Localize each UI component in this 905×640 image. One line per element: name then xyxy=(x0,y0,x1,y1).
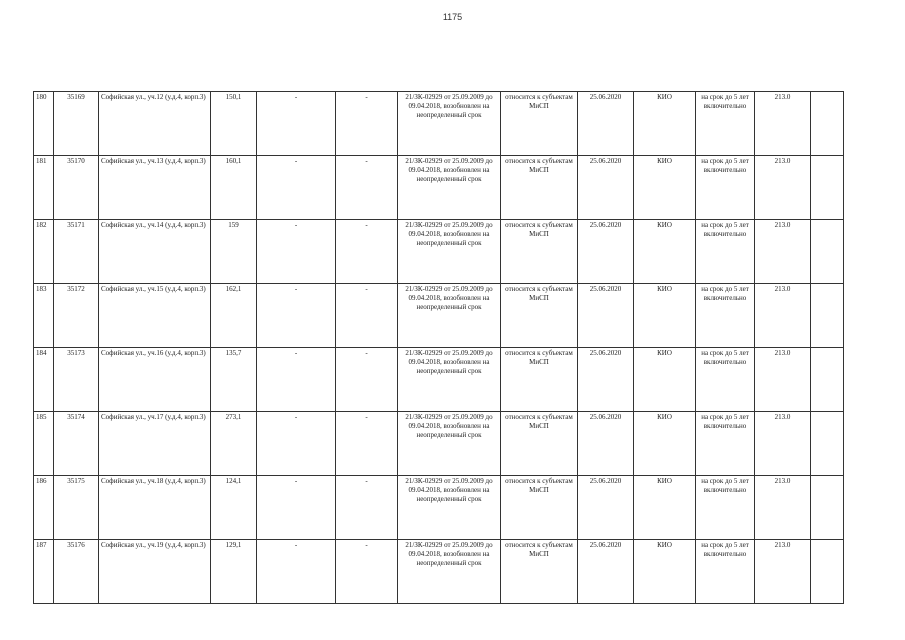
row-number-cell: 183 xyxy=(34,284,54,348)
term-cell: на срок до 5 лет включительно xyxy=(696,348,755,412)
empty-cell-cell xyxy=(811,412,844,476)
address-cell: Софийская ул., уч.15 (у.д.4, корп.3) xyxy=(99,284,211,348)
agreement-cell: 21/ЗК-02929 от 25.09.2009 до 09.04.2018, возобновлен на неопределенный срок xyxy=(398,412,501,476)
row-number-cell: 186 xyxy=(34,476,54,540)
agreement-cell: 21/ЗК-02929 от 25.09.2009 до 09.04.2018, возобновлен на неопределенный срок xyxy=(398,348,501,412)
address-cell: Софийская ул., уч.17 (у.д.4, корп.3) xyxy=(99,412,211,476)
code-cell: 213.0 xyxy=(755,348,811,412)
term-cell: на срок до 5 лет включительно xyxy=(696,476,755,540)
row-number-cell: 185 xyxy=(34,412,54,476)
empty-cell-cell xyxy=(811,540,844,604)
address-cell: Софийская ул., уч.16 (у.д.4, корп.3) xyxy=(99,348,211,412)
organization-cell: КИО xyxy=(634,220,696,284)
code-cell: 213.0 xyxy=(755,220,811,284)
area-cell: 135,7 xyxy=(211,348,257,412)
col-dash-cell: - xyxy=(336,156,398,220)
organization-cell: КИО xyxy=(634,92,696,156)
term-cell: на срок до 5 лет включительно xyxy=(696,220,755,284)
area-cell: 160,1 xyxy=(211,156,257,220)
agreement-cell: 21/ЗК-02929 от 25.09.2009 до 09.04.2018, возобновлен на неопределенный срок xyxy=(398,284,501,348)
table-row xyxy=(34,412,844,476)
empty-cell-cell xyxy=(811,476,844,540)
object-id-cell: 35172 xyxy=(54,284,99,348)
date-cell: 25.06.2020 xyxy=(578,540,634,604)
agreement-cell: 21/ЗК-02929 от 25.09.2009 до 09.04.2018, возобновлен на неопределенный срок xyxy=(398,540,501,604)
category-cell: относится к субъектам МиСП xyxy=(501,284,578,348)
category-cell: относится к субъектам МиСП xyxy=(501,540,578,604)
empty-cell-cell xyxy=(811,348,844,412)
category-cell: относится к субъектам МиСП xyxy=(501,92,578,156)
col-dash-cell: - xyxy=(336,92,398,156)
registry-table xyxy=(33,91,844,604)
col-dash-cell: - xyxy=(336,284,398,348)
organization-cell: КИО xyxy=(634,284,696,348)
table-row xyxy=(34,156,844,220)
col-dash-cell: - xyxy=(336,540,398,604)
address-cell: Софийская ул., уч.19 (у.д.4, корп.3) xyxy=(99,540,211,604)
table-row xyxy=(34,540,844,604)
col-dash-cell: - xyxy=(257,476,336,540)
term-cell: на срок до 5 лет включительно xyxy=(696,284,755,348)
date-cell: 25.06.2020 xyxy=(578,476,634,540)
code-cell: 213.0 xyxy=(755,92,811,156)
address-cell: Софийская ул., уч.14 (у.д.4, корп.3) xyxy=(99,220,211,284)
table-row xyxy=(34,92,844,156)
row-number-cell: 187 xyxy=(34,540,54,604)
table-row xyxy=(34,348,844,412)
term-cell: на срок до 5 лет включительно xyxy=(696,412,755,476)
date-cell: 25.06.2020 xyxy=(578,156,634,220)
col-dash-cell: - xyxy=(257,348,336,412)
term-cell: на срок до 5 лет включительно xyxy=(696,156,755,220)
date-cell: 25.06.2020 xyxy=(578,220,634,284)
code-cell: 213.0 xyxy=(755,476,811,540)
row-number-cell: 180 xyxy=(34,92,54,156)
category-cell: относится к субъектам МиСП xyxy=(501,156,578,220)
empty-cell-cell xyxy=(811,220,844,284)
area-cell: 124,1 xyxy=(211,476,257,540)
col-dash-cell: - xyxy=(257,156,336,220)
col-dash-cell: - xyxy=(336,220,398,284)
code-cell: 213.0 xyxy=(755,412,811,476)
col-dash-cell: - xyxy=(336,412,398,476)
object-id-cell: 35171 xyxy=(54,220,99,284)
object-id-cell: 35169 xyxy=(54,92,99,156)
date-cell: 25.06.2020 xyxy=(578,348,634,412)
category-cell: относится к субъектам МиСП xyxy=(501,220,578,284)
area-cell: 129,1 xyxy=(211,540,257,604)
empty-cell-cell xyxy=(811,284,844,348)
area-cell: 159 xyxy=(211,220,257,284)
term-cell: на срок до 5 лет включительно xyxy=(696,92,755,156)
object-id-cell: 35173 xyxy=(54,348,99,412)
organization-cell: КИО xyxy=(634,156,696,220)
empty-cell-cell xyxy=(811,156,844,220)
code-cell: 213.0 xyxy=(755,284,811,348)
object-id-cell: 35170 xyxy=(54,156,99,220)
date-cell: 25.06.2020 xyxy=(578,412,634,476)
address-cell: Софийская ул., уч.13 (у.д.4, корп.3) xyxy=(99,156,211,220)
row-number-cell: 182 xyxy=(34,220,54,284)
date-cell: 25.06.2020 xyxy=(578,92,634,156)
row-number-cell: 181 xyxy=(34,156,54,220)
object-id-cell: 35176 xyxy=(54,540,99,604)
area-cell: 273,1 xyxy=(211,412,257,476)
category-cell: относится к субъектам МиСП xyxy=(501,348,578,412)
col-dash-cell: - xyxy=(336,348,398,412)
agreement-cell: 21/ЗК-02929 от 25.09.2009 до 09.04.2018, возобновлен на неопределенный срок xyxy=(398,92,501,156)
agreement-cell: 21/ЗК-02929 от 25.09.2009 до 09.04.2018, возобновлен на неопределенный срок xyxy=(398,476,501,540)
object-id-cell: 35174 xyxy=(54,412,99,476)
col-dash-cell: - xyxy=(257,220,336,284)
area-cell: 150,1 xyxy=(211,92,257,156)
col-dash-cell: - xyxy=(257,412,336,476)
agreement-cell: 21/ЗК-02929 от 25.09.2009 до 09.04.2018, возобновлен на неопределенный срок xyxy=(398,156,501,220)
table-row xyxy=(34,220,844,284)
category-cell: относится к субъектам МиСП xyxy=(501,412,578,476)
col-dash-cell: - xyxy=(257,540,336,604)
col-dash-cell: - xyxy=(336,476,398,540)
area-cell: 162,1 xyxy=(211,284,257,348)
page-number: 1175 xyxy=(442,12,463,22)
organization-cell: КИО xyxy=(634,348,696,412)
organization-cell: КИО xyxy=(634,540,696,604)
agreement-cell: 21/ЗК-02929 от 25.09.2009 до 09.04.2018, возобновлен на неопределенный срок xyxy=(398,220,501,284)
empty-cell-cell xyxy=(811,92,844,156)
term-cell: на срок до 5 лет включительно xyxy=(696,540,755,604)
code-cell: 213.0 xyxy=(755,156,811,220)
object-id-cell: 35175 xyxy=(54,476,99,540)
address-cell: Софийская ул., уч.18 (у.д.4, корп.3) xyxy=(99,476,211,540)
col-dash-cell: - xyxy=(257,92,336,156)
category-cell: относится к субъектам МиСП xyxy=(501,476,578,540)
address-cell: Софийская ул., уч.12 (у.д.4, корп.3) xyxy=(99,92,211,156)
organization-cell: КИО xyxy=(634,476,696,540)
code-cell: 213.0 xyxy=(755,540,811,604)
table-row xyxy=(34,476,844,540)
col-dash-cell: - xyxy=(257,284,336,348)
date-cell: 25.06.2020 xyxy=(578,284,634,348)
organization-cell: КИО xyxy=(634,412,696,476)
table-row xyxy=(34,284,844,348)
row-number-cell: 184 xyxy=(34,348,54,412)
